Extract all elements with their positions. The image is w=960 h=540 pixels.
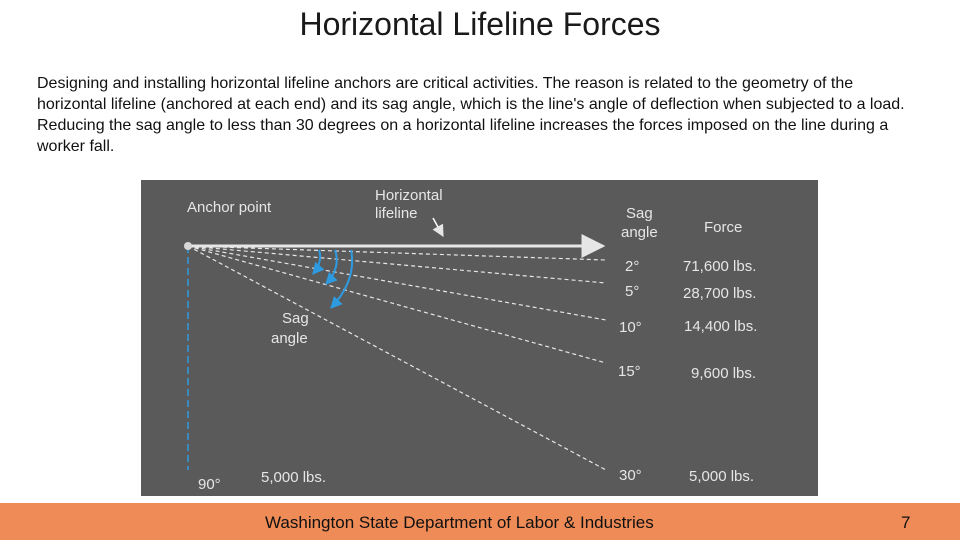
sag-line-10deg	[188, 246, 606, 320]
sag-arc-1	[313, 250, 320, 274]
angle-2: 2°	[625, 258, 640, 275]
lifeline-diagram	[141, 180, 818, 496]
sag-arc-2	[326, 250, 337, 284]
force-30: 5,000 lbs.	[689, 468, 755, 485]
body-paragraph: Designing and installing horizontal lifeline anchors are critical activities. The reason is related to the geometry of the horizontal lifeline (anchored at each end) and its sag angle, which is the line's angle of deflection when subjected to a load. Reducing the sag angle to less than 30 degrees on a horizontal lifeline increases the forces imposed on the line during a worker fall.	[37, 75, 905, 155]
sag-line-30deg	[188, 246, 606, 470]
sag-arc-3	[331, 250, 352, 308]
sag-line-15deg	[188, 246, 606, 363]
lifeline-label-line1: Horizontal	[375, 187, 443, 204]
sag-header-line1: Sag	[626, 205, 653, 222]
force-5: 28,700 lbs.	[683, 285, 757, 302]
footer-org: Washington State Department of Labor & Industries	[265, 513, 654, 532]
sag-angle-label-line2: angle	[271, 330, 308, 347]
anchor-point-label: Anchor point	[187, 199, 272, 216]
force-2: 71,600 lbs.	[683, 258, 757, 275]
force-header: Force	[704, 219, 743, 236]
slide-title: Horizontal Lifeline Forces	[299, 6, 661, 42]
page-number: 7	[901, 513, 911, 532]
footer-bar	[0, 503, 960, 540]
lifeline-pointer-arrow	[433, 218, 443, 236]
angle-30: 30°	[619, 467, 642, 484]
angle-15: 15°	[618, 363, 641, 380]
sag-line-5deg	[188, 246, 606, 283]
sag-line-2deg	[188, 246, 606, 260]
force-90: 5,000 lbs.	[261, 469, 327, 486]
force-10: 14,400 lbs.	[684, 318, 758, 335]
lifeline-svg	[141, 180, 818, 496]
angle-90: 90°	[198, 476, 221, 493]
angle-5: 5°	[625, 283, 640, 300]
lifeline-label-line2: lifeline	[375, 205, 418, 222]
angle-10: 10°	[619, 319, 642, 336]
anchor-point-dot	[184, 242, 192, 250]
force-15: 9,600 lbs.	[691, 365, 757, 382]
sag-angle-label-line1: Sag	[282, 310, 309, 327]
sag-header-line2: angle	[621, 224, 658, 241]
